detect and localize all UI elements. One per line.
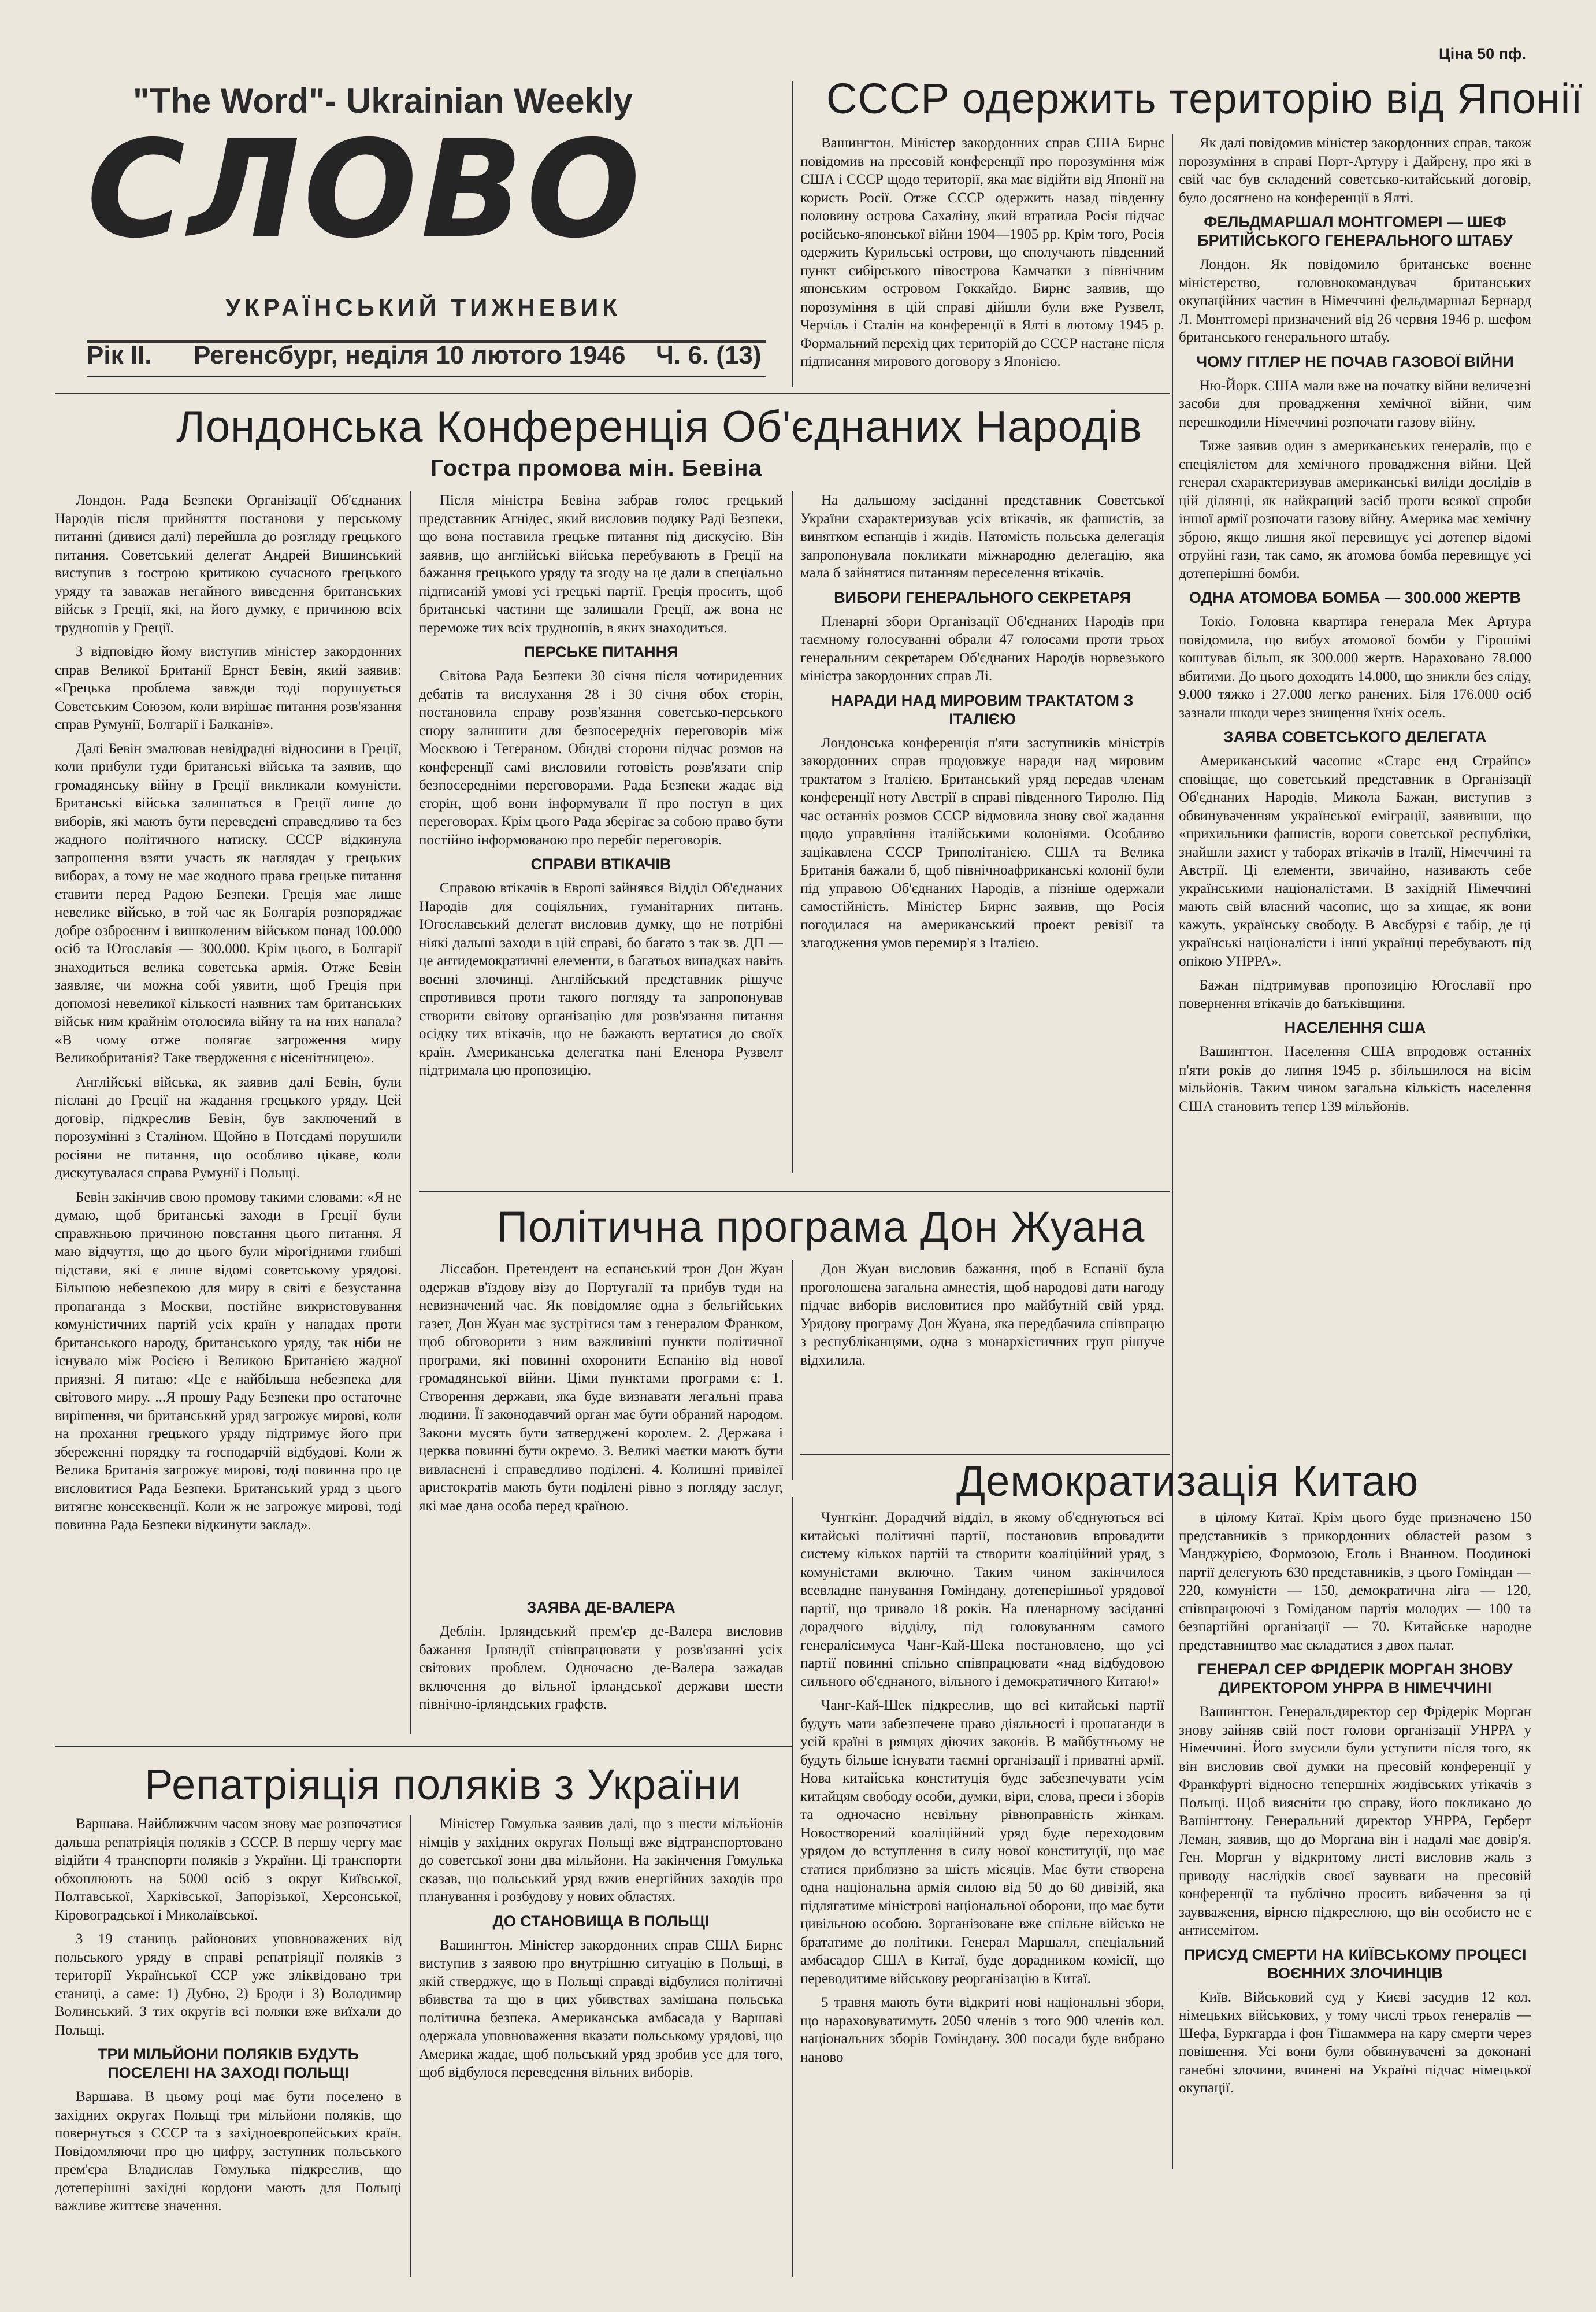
poles-col2 — [419, 1815, 783, 2277]
masthead-dateline: Регенсбург, неділя 10 лютого 1946 — [194, 341, 626, 369]
population-text: Вашингтон. Населення США впродовж останніх п'яти років до липня 1945 р. збільшилося на вісім мільйонів. Таким чином загальна кількість населення США становить тепер 139 мільйонів. — [1179, 1044, 1531, 1114]
london-col2 — [419, 491, 783, 1173]
china-col1-p1: Чунгкінг. Дорадчий відділ, в якому об'єднуються всі китайські політичні партії, постановив впровадити систему кількох партій та створити коаліційний уряд, з комуністами включно. Таким чином закінчилося всевладне панування Гоміндану, дотеперішньої урядової партії, що тривало 18 років. На пленарному засіданні дорадчого відділу, під головуванням самого генералісимуса Чанг-Кай-Шека постановлено, що усі партії повинні спільно співпрацювати «над відбудовою сильного об'єднаного, вільного і демократичного Китаю!» — [800, 1510, 1164, 1689]
london-col1-p5: Бевін закінчив свою промову такими словами: «Я не думаю, щоб британські заходи в Греції були справжньою причиною повстання цього питання. Я маю відчуття, що до цього були мірогідними глибші підстави, які є лише відомі советському урядові. Більшою небезпекою для миру в світі є безустанна пропаганда з Москви, постійне викристовування комуністичних партій усіх країн у нападах проти британського народу, британського уряду, так ніби не існувало між Росією і Великою Британією жадної приязні. Я питаю: «Це є найбільша небезпека для світового миру. ...Я прошу Раду Безпеки про остаточне вирішення, чи британський уряд загрожує мирові, коли на прохання грецького уряду підтримує його при збереженні порядку та господарчій відбудові. Коли ж Велика Британія загрожує мирові, тоді повинна про це висловитися Рада Безпеки. Британський уряд з цього витягне консеквенції. Коли ж не загрожує мирові, тоді повинна Рада Безпеки відкинути заклад». — [55, 1189, 402, 1533]
kyiv-trial-title: ПРИСУД СМЕРТИ НА КИЇВСЬКОМУ ПРОЦЕСІ ВОЄННИХ ЗЛОЧИНЦІВ — [1183, 1946, 1527, 1982]
secgen-title: ВИБОРИ ГЕНЕРАЛЬНОГО СЕКРЕТАРЯ — [834, 588, 1131, 606]
don-juan-col1 — [419, 1260, 783, 1589]
poles-col1-p3: Варшава. В цьому році має бути поселено в західних округах Польщі три мільйони поляків, що повернуться з СССР та з західноевропейських країн. Повідомляючи про цю цифру, заступник польського прем'єра Владислав Гомулька підкреслив, що дотеперішні західні кордони мають для Польщі важливе життєве значення. — [55, 2089, 402, 2214]
china-rule — [800, 1454, 1170, 1455]
population-title: НАСЕЛЕННЯ США — [1284, 1019, 1426, 1036]
masthead-rule-bottom — [87, 376, 766, 377]
london-col1-p3: Далі Бевін змалював невідрадні відносини в Греції, коли прибули туди британські війська та заявив, що громадянську війну в Греції викликали комуністи. Британські війська залишаться в Греції лише до виборів, які мають бути переведені справедливо та без жадного політичного натиску. СССР відкинула запрошення взяти участь як наглядач у грецьких виборах, а тому не має жодного права грецьке питання ставити перед Радою Безпеки. Греція має лише невелике військо, в той час як Болгарія розпоряджає добре озброєним і вишколеним військом понад 100.000 осіб та Югославія — 300.000. Крім цього, в Болгарії знаходиться велика советська армія. Отже Бевін заявляє, чи можна собі уявити, щоб Греція при допомозі невеликої кількості наявних там британських військ ним крайнім отолосила війну та на них напала? «В чому отже полягає загроження миру Великобританія? Таке твердження є нісенітницею». — [55, 740, 402, 1066]
london-italy-text: Лондонська конференція п'яти заступників міністрів закордонних справ продовжує наради над мировим трактатом з Італією. Британський уряд передав членам конференції ноту Австрії в справі південного Тиролю. Під час останніх розмов СССР відмовила знову свої жадання щодо управління італійськими колоніями. Особливо зацікавлена СССР Триполітанією. США та Велика Британія бажали б, щоб північноафриканські колонії були під управою Об'єднаних Народів, а пізніше одержали самостійність. Міністер Бирнс заявив, що Росія погодилася на американський проект ревізії та злагодження умов перемир'я з Італією. — [800, 735, 1164, 951]
morgan-text: Вашингтон. Генеральдиректор сер Фрідерік Морган знову зайняв свій пост голови організації УНРРА у Німеччині. Його змусили були уступити після того, як він висловив свої думки на пресовій конференції у Франкфурті відносно тепершніх жидівських утікачів з Польщі. Щоб виясніти цю справу, його покликано до Вашінгтону. Генеральний директор УНРРА, Герберт Леман, заявив, що до Моргана він і надалі має довір'я. Ген. Морган у відкритому листі висловив жаль з приводу наслідків своєї заувваги на пресовій конференції та публічно просить вибачення за ці заувваження, вірнсю підкреслюю, що він особисто не є антисемітом. — [1179, 1704, 1531, 1938]
poles-col2-p1: Міністер Гомулька заявив далі, що з шести мільйонів німців у західних округах Польщі вже відтранспортовано до советської зони два мільйони. На закінчення Гомулька сказав, що польський уряд вжив енергійних заходів про планування і розбудову у нових областях. — [419, 1816, 783, 1905]
ussr-col1-text: Вашингтон. Міністер закордонних справ США Бирнс повідомив на пресовій конференції про порозуміння між США і СССР щодо території, яка має відійти від Японії на користь Росії. Отже СССР одержить назад південну половину острова Сахаліну, який втратила Росія підчас російсько-японської війни 1904—1905 рр. Крім того, Росія одержить Курильські острови, що сполучають південний пункт сибірського півострова Камчатки з північним японським островом Гоккайдо. Бирнс заявив, що порозуміння в цій справі дійшли були вже Рузвелт, Черчіль і Сталін на конференції в Ялті в лютому 1945 р. Формальний перехід цих територій до СССР настане після підписання мирового договору з Японією. — [800, 135, 1164, 369]
london-col3-p1: На дальшому засіданні представник Советської України схарактеризував усіх втікачів, як фашистів, за винятком еспанців і жидів. Натомість польська делегація запропонувала покликати міжнародню делегацію, яка мала б зайнятися питанням переселення втікачів. — [800, 492, 1164, 581]
poles-divider — [410, 1815, 411, 2277]
soviet-delegate-text2: Бажан підтримував пропозицію Югославії про повернення втікачів до батьківщини. — [1179, 977, 1531, 1011]
ussr-col2-text: Як далі повідомив міністер закордонних справ, також порозуміння в справі Порт-Артуру і Дайрену, про які в свій час був складений советсько-китайський договір, було досягнено на конференції в Ялті. — [1179, 135, 1531, 206]
three-million-title: ТРИ МІЛЬЙОНИ ПОЛЯКІВ БУДУТЬ ПОСЕЛЕНІ НА ЗАХОДІ ПОЛЬЩІ — [97, 2046, 359, 2081]
price-label: Ціна 50 пф. — [1439, 45, 1527, 62]
china-col1 — [800, 1509, 1164, 2277]
hitler-title: ЧОМУ ГІТЛЕР НЕ ПОЧАВ ГАЗОВОЇ ВІЙНИ — [1196, 353, 1514, 370]
don-juan-col2-text: Дон Жуан висловив бажання, щоб в Еспанії була проголошена загальна амнестія, щоб народові дати нагоду підчас виборів висловитися про майбутній свій уряд. Урядову програму Дон Жуана, яка передбачила співпрацю з республіканцями, одна з монархістичних груп рішуче відхилила. — [800, 1261, 1164, 1368]
masthead — [87, 81, 766, 344]
poles-china-divider — [792, 1497, 793, 2277]
london-col3 — [800, 491, 1164, 1173]
poles-col1-p1: Варшава. Найближчим часом знову має розпочатися дальша репатріяція поляків з СССР. В першу чергу має відійти 4 транспорти поляків з України. Ці транспорти обхоплюють на 5000 осіб з округ Київської, Полтавської, Харківської, Запорізької, Херсонської, Кіровоградської і Миколаївської. — [55, 1816, 402, 1923]
masthead-tagline: УКРАЇНСЬКИЙ ТИЖНЕВИК — [225, 294, 621, 321]
poles-col1 — [55, 1815, 402, 2277]
devalera-box — [419, 1592, 783, 1766]
london-col2-p1: Після міністра Бевіна забрав голос грецький представник Агнідес, який висловив подяку Раді Безпеки, що вона поставила грецьке питання під дискусію. Він заявив, що англійські війська перебувають в Греції на бажання грецького уряду та згоду на це дали в спеціально підписаній умові усі грецькі партії. Греція просить, щоб британські частини ще залишали Греції, аж вона не переможе тих всіх трудношів, в яких знаходиться. — [419, 492, 783, 636]
kyiv-trial-text: Київ. Військовий суд у Києві засудив 12 кол. німецьких військових, у тому числі трьох генералів — Шефа, Буркгарда і фон Тішаммера на кару смерти через повішення. Усі вони були обвинувачені за доконані ганебні злочини, вчинені на Україні підчас німецької окупації. — [1179, 1989, 1531, 2096]
poles-col1-p2: З 19 станиць районових уповноважених від польського уряду в справі репатріяції поляків з території Української ССР уже зліквідовано три станиці, а саме: 1) Дубно, 2) Броди і 3) Володимир Волинський. З тих округів всі поляки вже виїхали до Польщі. — [55, 1931, 402, 2038]
london-persia-text: Світова Рада Безпеки 30 січня після чотириденних дебатів та вислухання 28 і 30 січня обох сторін, постановила справу розв'язання советсько-перського спору залишити для безпосередніх переговорів між Москвою і Тегераном. Обидві сторони підчас розмов на конференції самі висловили готовість розв'язати спір безпосередніми переговорами. Рада Безпеки жадає від сторін, щоб вони інформували її про поступ в цих переговорах. Крім цього Рада зберігає за собою право бути постійно інформованою про перебіг переговорів. — [419, 668, 783, 848]
atomic-title: ОДНА АТОМОВА БОМБА — 300.000 ЖЕРТВ — [1189, 589, 1521, 606]
masthead-year: Рік II. — [87, 341, 152, 369]
don-juan-headline: Політична програма Дон Жуана — [497, 1203, 1145, 1251]
masthead-issue: Ч. 6. (13) — [656, 341, 762, 369]
poles-headline: Репатріяція поляків з України — [144, 1761, 743, 1809]
london-rule — [55, 393, 1170, 394]
london-headline: Лондонська Конференція Об'єднаних Народів — [176, 402, 1142, 451]
london-col1-p2: З відповідю йому виступив міністер закордонних справ Великої Британії Ернст Бевін, який заявив: «Грецька проблема завжди тоді порушується Советським Союзом, коли вирішає питання розв'язання справ Румунії, Болгарії і Балканів». — [55, 644, 402, 732]
china-col1-p2: Чанг-Кай-Шек підкреслив, що всі китайські партії будуть мати забезпечене право діяльності і пропаганди в усій країні в рямцях діючих законів. В майбутньому не будуть більше існувати таємні організації і приватні армії. Нова китайська конституція буде забезпечувати усім китайцям свободу особи, думки, віри, слова, преси і зборів та одночасно невільну рівноправність жінкам. Новостворений коаліційний уряд буде переходовим урядом до вступлення в силу нової конституції, що має статися приблизно за шість місяців. Має бути створена одна національна армія силою від 50 до 60 дивізій, яка підлягатиме міністрові національної оборони, що має бути цивільною особою. Зорганізоване вже спільне військо не брататиме до політики. Генерал Маршалл, спеціальний амбасадор США в Китаї, буде дорадником комісії, що переводитиме військову реорганізацію в Китаї. — [800, 1698, 1164, 1987]
don-juan-rule — [419, 1191, 1170, 1192]
hitler-text2: Тяже заявив один з американських генералів, що є спеціялістом для хемічного провадження війни. Цей генерал схарактеризував американські виліди дослідів в цій ділянці, як найкращий засіб проти всякої спроби іншої армії розпочати газову війну. Америка має хемічну зброю, якщо лишня якої перевищує усі дотепер відомі отруйні гази, так само, як атомова бомба перевищує усі дотеперішні бомби. — [1179, 438, 1531, 581]
china-col1-p3: 5 травня мають бути відкриті нові національні збори, що нараховуватимуть 2050 членів з того 900 членів кол. національних зборів Гоміндану. 300 посади буде вибрано наново — [800, 1995, 1164, 2065]
london-divider-2 — [792, 491, 793, 1173]
masthead-divider — [792, 81, 793, 387]
devalera-text: Деблін. Ірляндський прем'єр де-Валера висловив бажання Ірляндії співпрацювати у розв'язанні усіх світових проблем. Одночасно де-Валера зажадав включення до вільної ірландської держави шести північно-ірляндських графств. — [419, 1624, 783, 1712]
london-secgen-text: Пленарні збори Організації Об'єднаних Народів при таємному голосуванні обрали 47 голосами проти трьох генеральним секретарем Об'єднаних Народів норвезького міністра закордонних справ Лі. — [800, 613, 1164, 684]
masthead-logo: СЛОВО — [87, 112, 644, 268]
china-col2 — [1179, 1509, 1531, 2277]
china-col2-text: в цілому Китаї. Крім цього буде призначено 150 представників з прикордонних областей разом з Манджурією, Формозою, Еголь і Внанном. Поодинокі партії делегують 630 представників, з цього Гоміндан — 220, комуністи — 150, демократична ліга — 120, співпрацюючі з Гоміданом партія молодих — 100 та безпартійні організації — 70. Китайське народне представництво має складатися з двох палат. — [1179, 1510, 1531, 1653]
london-col1-p4: Англійські війська, як заявив далі Бевін, були післані до Греції на жадання грецького уряду. Цей договір, підкреслив Бевін, був заключений в порозумінні з Сталіном. Щойно в Потсдамі порушили росіяни не питання, що особливо цікаве, коли дискутувалася справа Румунії і Польщі. — [55, 1074, 402, 1181]
don-juan-col2 — [800, 1260, 1164, 1451]
london-col1-p1: Лондон. Рада Безпеки Організації Об'єднаних Народів після прийняття постанови у перському питанні (дивися далі) перейшла до розгляду грецького питання. Советський делегат Андрей Вишинський виступив з гострою критикою сучасного грецького уряду та заважав негайного виведення британських військ з Греції, які, на його думку, є причиною всіх трудношів у Греції. — [55, 492, 402, 636]
ussr-headline: СССР одержить територію від Японії — [826, 75, 1583, 123]
montgomery-title: ФЕЛЬДМАРШАЛ МОНТГОМЕРІ — ШЕФ БРИТІЙСЬКОГО ГЕНЕРАЛЬНОГО ШТАБУ — [1197, 213, 1513, 249]
london-col1 — [55, 491, 402, 1734]
london-divider-1 — [410, 491, 411, 1734]
don-juan-divider — [792, 1260, 793, 1480]
italy-title: НАРАДИ НАД МИРОВИМ ТРАКТАТОМ З ІТАЛІЄЮ — [831, 691, 1134, 728]
atomic-text: Токіо. Головна квартира генерала Мек Артура повідомила, що вибух атомової бомби у Гірошімі коштував більш, як 300.000 жертв. Нараховано 78.000 вбитими. До цього доходить 14.000, що зникли без сліду, 9.000 тяжко і 27.000 легко ранених. Біля 176.000 осіб зазнали шкоди через знищення їхніх осель. — [1179, 614, 1531, 721]
stanovytsia-title: ДО СТАНОВИЩА В ПОЛЬЩІ — [492, 1912, 710, 1930]
ussr-col1 — [800, 134, 1164, 391]
london-refugees-text: Справою втікачів в Европі зайнявся Відділ Об'єднаних Народів для соціяльних, гуманітарних питань. Югославський делегат висловив думку, що не потрібні ніякі дальші заходи в цій справі, бо багато з так зв. ДП — це антидемократичні елементи, в багатьох випадках навіть воєнні злочинці. Англійський представник рішуче спротивився проти такого погляду та запропонував створити світову організацію для розв'язання питання осідку тих втікачів, що не бажають вертатися до своїх країн. Американська делегатка пані Еленора Рузвелт підтримала цю пропозицію. — [419, 880, 783, 1078]
poles-rule — [55, 1746, 792, 1747]
soviet-delegate-title: ЗАЯВА СОВЕТСЬКОГО ДЕЛЕГАТА — [1223, 728, 1487, 746]
china-headline: Демократизація Китаю — [956, 1457, 1419, 1505]
masthead-english: "The Word"- Ukrainian Weekly — [133, 81, 633, 120]
persia-title: ПЕРСЬКЕ ПИТАННЯ — [524, 643, 678, 661]
montgomery-text: Лондон. Як повідомило британське воєнне міністерство, головнокомандувач британських окупаційних частин в Німеччині фельдмаршал Бернард Л. Монтгомері призначений від 26 червня 1946 р. шефом британського генерального штабу. — [1179, 257, 1531, 345]
hitler-text1: Ню-Йорк. США мали вже на початку війни величезні засоби для провадження хемічної війни, чим перешкодили Німеччині розпочати газову війну. — [1179, 377, 1531, 430]
soviet-delegate-text1: Американський часопис «Старс енд Страйпс» сповіщає, що советський представник в Організації Об'єднаних Народів, Микола Бажан, виступив з обвинуваченням української еміграції, заявивши, що «прихильники фашистів, вороги советської республіки, знайшли захист у таборах втікачів в Італії, Німеччині та Австрії. Ці елементи, звичайно, називають себе українськими націоналістами. В західній Німеччині мають свій власний часопис, що за хищає, як вони кажуть, українську свободу. В Авсбурзі є табір, де ці українські націоналісти і інші українці перебувають під опікою УНРРА». — [1179, 753, 1531, 969]
morgan-title: ГЕНЕРАЛ СЕР ФРІДЕРІК МОРГАН ЗНОВУ ДИРЕКТОРОМ УНРРА В НІМЕЧЧИНІ — [1197, 1661, 1513, 1696]
devalera-title: ЗАЯВА ДЕ-ВАЛЕРА — [526, 1599, 675, 1616]
poles-col2-p2: Вашингтон. Міністер закордонних справ США Бирнс виступив з заявою про внутрішню ситуацію в Польщі, в якій стверджує, що в Польщі справді відбулися політичні вбивства та що в цих убивствах замішана польська політична безпека. Американська амбасада у Варшаві одержала уповноваження вказати польському урядові, що Америка жадає, щоб польський уряд зробив усе для того, щоб відбулося переведення вільних виборів. — [419, 1937, 783, 2080]
don-juan-col1-text: Ліссабон. Претендент на еспанський трон Дон Жуан одержав в'їздову візу до Португалії та прибув туди на невизначений час. Як повідомляє одна з бельгійських газет, Дон Жуан має зустрітися там з генералом Франком, щоб обговорити з ним важливіші пункти політичної програми, які повинні охоронити Еспанію від нової громадянської війни. Ціми пунктами програми є: 1. Створення держави, яка буде визнавати легальні права людини. Її законодавчий орган має бути обраний народом. Закони мусять бути затверджені королем. 2. Держава і церква повинні бути окремо. 3. Великі маєтки мають бути вивласнені і справедливо поділені. 4. Колишні привілеї аристократів мають бути поділені рівно з погляду заслуг, які мае дана особа перед країною. — [419, 1261, 783, 1514]
refugees-title: СПРАВИ ВТІКАЧІВ — [530, 855, 671, 873]
london-subheadline: Гостра промова мін. Бевіна — [430, 455, 762, 481]
ussr-divider — [1172, 134, 1173, 2169]
